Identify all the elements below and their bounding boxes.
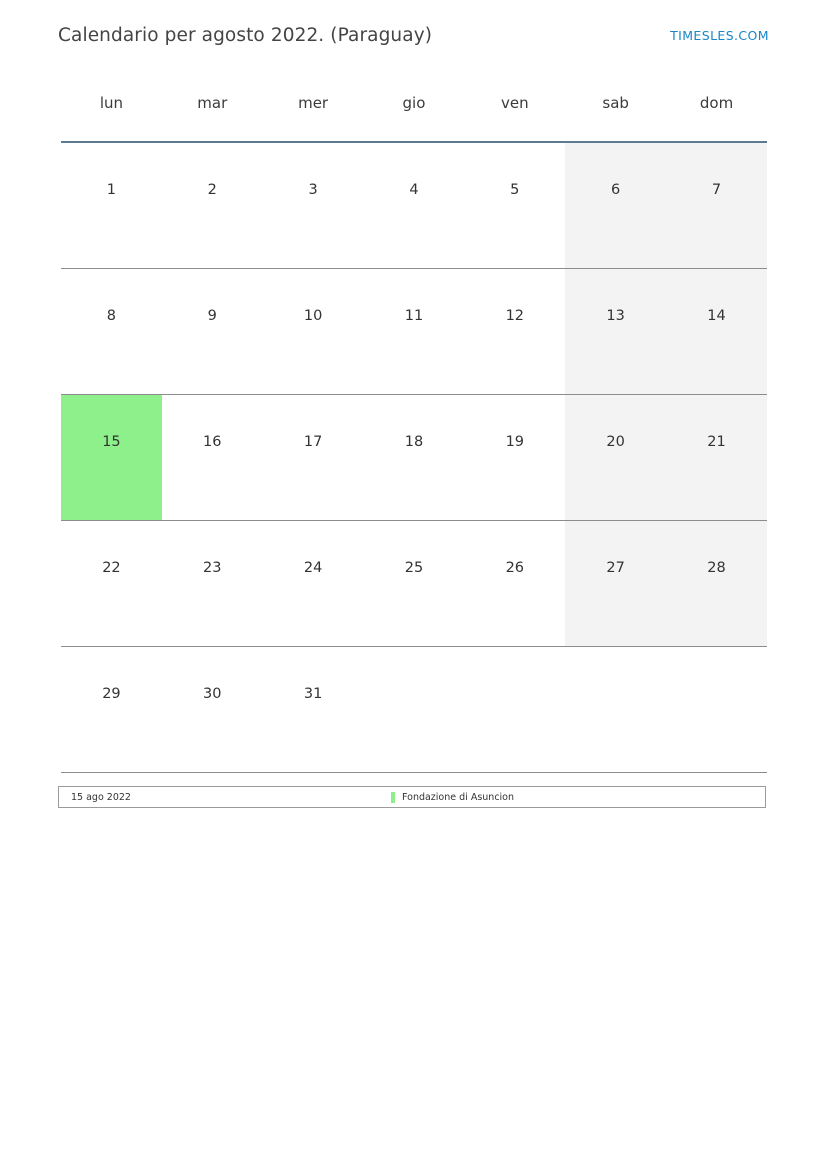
calendar-day-cell[interactable]	[565, 269, 666, 395]
calendar-day-cell[interactable]	[162, 269, 263, 395]
day-number: 27	[606, 560, 625, 576]
weekday-header-row	[61, 83, 767, 142]
calendar-body	[61, 142, 767, 773]
calendar-day-cell[interactable]	[162, 521, 263, 647]
day-number: 5	[510, 182, 520, 198]
day-number: 2	[207, 182, 217, 198]
day-number: 11	[404, 308, 424, 324]
calendar-day-cell[interactable]	[464, 142, 565, 269]
day-number	[464, 647, 565, 687]
page-title: Calendario per agosto 2022. (Paraguay)	[58, 24, 433, 46]
day-number: 10	[303, 308, 323, 324]
day-number: 7	[711, 182, 722, 198]
day-number: 25	[404, 560, 424, 576]
calendar-week-row	[61, 521, 767, 647]
day-number: 1	[106, 182, 117, 198]
weekday-sab: sab	[565, 83, 666, 142]
day-number	[666, 647, 767, 687]
day-number	[565, 647, 666, 687]
calendar-day-cell[interactable]	[364, 269, 465, 395]
calendar-day-cell[interactable]	[61, 142, 162, 269]
calendar-day-cell[interactable]	[464, 521, 565, 647]
legend-holiday-label: Fondazione di Asuncion	[402, 791, 515, 803]
weekday-ven: ven	[464, 83, 565, 142]
calendar-empty-cell	[666, 647, 767, 773]
calendar-day-cell[interactable]	[61, 269, 162, 395]
calendar-week-row	[61, 269, 767, 395]
weekday-gio: gio	[364, 83, 465, 142]
day-number: 6	[611, 182, 621, 198]
day-number: 21	[707, 434, 726, 450]
calendar-day-cell[interactable]	[666, 395, 767, 521]
day-number: 13	[606, 308, 625, 324]
calendar-day-cell[interactable]	[61, 521, 162, 647]
weekday-mer: mer	[263, 83, 364, 142]
page-header	[58, 20, 769, 50]
day-number	[364, 647, 465, 687]
day-number: 18	[404, 434, 424, 450]
day-number: 23	[203, 560, 222, 576]
calendar-table	[61, 83, 767, 773]
day-number: 17	[303, 434, 323, 450]
calendar-head	[61, 83, 767, 142]
calendar-day-cell[interactable]	[565, 521, 666, 647]
calendar-day-cell[interactable]	[666, 142, 767, 269]
calendar-day-cell[interactable]	[364, 142, 465, 269]
calendar-day-cell[interactable]	[364, 521, 465, 647]
calendar-empty-cell	[464, 647, 565, 773]
calendar-week-row	[61, 647, 767, 773]
weekday-lun: lun	[61, 83, 162, 142]
day-number: 26	[505, 560, 525, 576]
day-number: 4	[409, 182, 419, 198]
calendar-day-cell[interactable]	[162, 142, 263, 269]
calendar-grid	[61, 83, 767, 773]
day-number: 20	[606, 434, 625, 450]
day-number: 8	[106, 308, 117, 324]
calendar-day-cell[interactable]	[263, 521, 364, 647]
calendar-day-cell[interactable]	[565, 142, 666, 269]
calendar-day-cell[interactable]	[565, 395, 666, 521]
day-number: 15	[102, 434, 121, 450]
calendar-day-cell[interactable]	[263, 269, 364, 395]
day-number: 9	[207, 308, 217, 324]
brand-link[interactable]: TIMESLES.COM	[670, 27, 769, 43]
calendar-day-cell[interactable]	[162, 395, 263, 521]
calendar-day-cell[interactable]	[464, 395, 565, 521]
calendar-day-cell[interactable]	[666, 521, 767, 647]
calendar-day-cell[interactable]	[61, 395, 162, 521]
calendar-day-cell[interactable]	[364, 395, 465, 521]
calendar-day-cell[interactable]	[666, 269, 767, 395]
day-number: 24	[303, 560, 323, 576]
weekday-mar: mar	[162, 83, 263, 142]
calendar-day-cell[interactable]	[464, 269, 565, 395]
day-number: 28	[707, 560, 726, 576]
weekday-dom: dom	[666, 83, 767, 142]
day-number: 29	[102, 686, 121, 702]
calendar-empty-cell	[364, 647, 465, 773]
day-number: 14	[707, 308, 726, 324]
calendar-day-cell[interactable]	[263, 647, 364, 773]
day-number: 16	[203, 434, 222, 450]
legend-date: 15 ago 2022	[71, 791, 131, 803]
legend-holiday	[391, 792, 514, 803]
calendar-day-cell[interactable]	[61, 647, 162, 773]
day-number: 31	[303, 686, 323, 702]
calendar-day-cell[interactable]	[263, 142, 364, 269]
legend-bar	[58, 786, 766, 808]
day-number: 3	[308, 182, 318, 198]
day-number: 30	[203, 686, 222, 702]
calendar-day-cell[interactable]	[162, 647, 263, 773]
calendar-empty-cell	[565, 647, 666, 773]
day-number: 12	[505, 308, 525, 324]
day-number: 19	[505, 434, 525, 450]
calendar-day-cell[interactable]	[263, 395, 364, 521]
calendar-week-row	[61, 142, 767, 269]
day-number: 22	[102, 560, 121, 576]
calendar-week-row	[61, 395, 767, 521]
holiday-swatch-icon	[391, 792, 395, 803]
